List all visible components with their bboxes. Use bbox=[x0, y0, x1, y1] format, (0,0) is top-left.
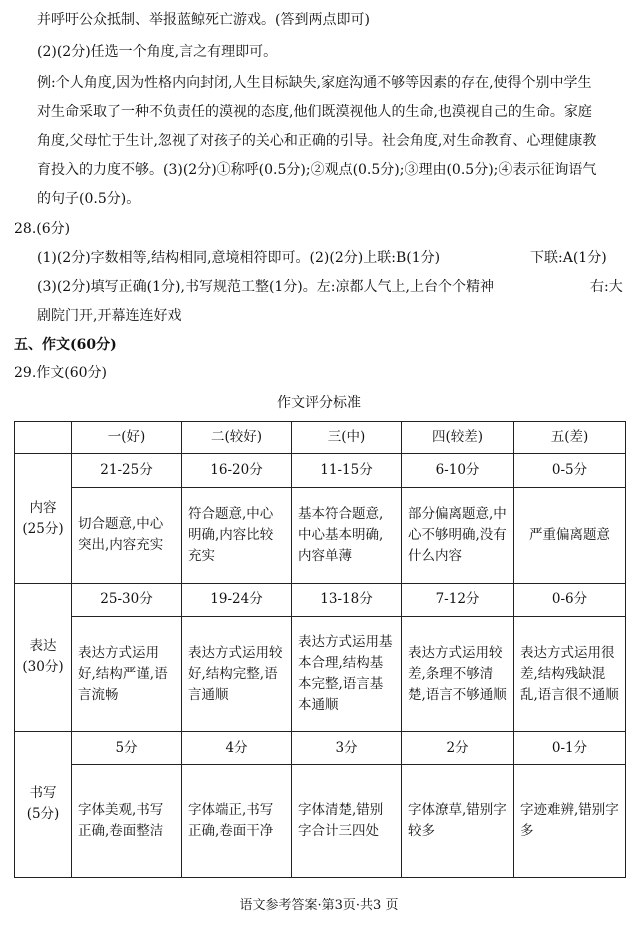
rubric-table bbox=[14, 421, 626, 878]
description-cell: 严重偏离题意 bbox=[514, 487, 626, 583]
description-cell: 表达方式运用基本合理,结构基本完整,语言基本通顺 bbox=[292, 617, 402, 732]
score-cell: 19-24分 bbox=[182, 583, 292, 616]
description-cell: 字体端正,书写正确,卷面干净 bbox=[182, 765, 292, 878]
grade-header: 三(中) bbox=[292, 422, 402, 454]
grade-header: 二(较好) bbox=[182, 422, 292, 454]
category-label: 表达 bbox=[29, 638, 57, 655]
text-line: 右:大 bbox=[590, 279, 623, 295]
score-cell: 25-30分 bbox=[72, 583, 182, 616]
description-cell: 字迹难辨,错别字多 bbox=[514, 765, 626, 878]
description-cell: 字体潦草,错别字较多 bbox=[402, 765, 514, 878]
score-cell: 0-6分 bbox=[514, 583, 626, 616]
category-cell bbox=[15, 583, 72, 731]
description-cell: 切合题意,中心突出,内容充实 bbox=[72, 487, 182, 583]
text-line: 对生命采取了一种不负责任的漠视的态度,他们既漠视他人的生命,也漠视自己的生命。家庭 bbox=[37, 104, 592, 120]
score-cell: 5分 bbox=[72, 731, 182, 764]
score-cell: 16-20分 bbox=[182, 454, 292, 487]
grade-header: 四(较差) bbox=[402, 422, 514, 454]
score-cell: 11-15分 bbox=[292, 454, 402, 487]
score-cell: 7-12分 bbox=[402, 583, 514, 616]
table-row bbox=[15, 454, 626, 487]
rubric-title: 作文评分标准 bbox=[277, 395, 361, 411]
question-number: 28.(6分) bbox=[14, 221, 71, 237]
text-line: (3)(2分)填写正确(1分),书写规范工整(1分)。左:凉都人气上,上台个个精神 bbox=[37, 279, 494, 295]
question-number: 29.作文(60分) bbox=[14, 365, 108, 381]
text-line: (1)(2分)字数相等,结构相同,意境相符即可。(2)(2分)上联:B(1分) bbox=[37, 250, 441, 266]
category-label: 内容 bbox=[29, 499, 57, 516]
description-cell: 字体美观,书写正确,卷面整洁 bbox=[72, 765, 182, 878]
category-points: (5分) bbox=[26, 806, 60, 823]
category-points: (30分) bbox=[22, 659, 64, 676]
table-row bbox=[15, 617, 626, 732]
score-cell: 2分 bbox=[402, 731, 514, 764]
score-cell: 6-10分 bbox=[402, 454, 514, 487]
score-cell: 4分 bbox=[182, 731, 292, 764]
category-cell bbox=[15, 454, 72, 583]
text-line: 育投入的力度不够。(3)(2分)①称呼(0.5分);②观点(0.5分);③理由(0.5分);④表示征询语气 bbox=[37, 162, 597, 178]
description-cell: 表达方式运用好,结构严谨,语言流畅 bbox=[72, 617, 182, 732]
score-cell: 21-25分 bbox=[72, 454, 182, 487]
text-line: 角度,父母忙于生计,忽视了对孩子的关心和正确的引导。社会角度,对生命教育、心理健康教 bbox=[37, 133, 597, 149]
score-cell: 3分 bbox=[292, 731, 402, 764]
category-points: (25分) bbox=[22, 520, 64, 537]
description-cell: 表达方式运用较差,条理不够清楚,语言不够通顺 bbox=[402, 617, 514, 732]
table-row bbox=[15, 765, 626, 878]
description-cell: 字体清楚,错别字合计三四处 bbox=[292, 765, 402, 878]
description-cell: 部分偏离题意,中心不够明确,没有什么内容 bbox=[402, 487, 514, 583]
corner-cell bbox=[15, 422, 72, 454]
text-line: (2)(2分)任选一个角度,言之有理即可。 bbox=[37, 44, 278, 60]
section-heading: 五、作文(60分) bbox=[14, 337, 117, 353]
table-row bbox=[15, 487, 626, 583]
text-line: 例:个人角度,因为性格内向封闭,人生目标缺失,家庭沟通不够等因素的存在,使得个别中学生 bbox=[37, 75, 592, 91]
table-header-row bbox=[15, 422, 626, 454]
table-row bbox=[15, 731, 626, 764]
text-line: 剧院门开,开幕连连好戏 bbox=[37, 308, 182, 324]
text-line: 的句子(0.5分)。 bbox=[37, 191, 141, 207]
description-cell: 基本符合题意,中心基本明确,内容单薄 bbox=[292, 487, 402, 583]
category-label: 书写 bbox=[29, 785, 57, 802]
score-cell: 0-5分 bbox=[514, 454, 626, 487]
description-cell: 表达方式运用很差,结构残缺混乱,语言很不通顺 bbox=[514, 617, 626, 732]
score-cell: 13-18分 bbox=[292, 583, 402, 616]
category-cell bbox=[15, 731, 72, 877]
text-line: 下联:A(1分) bbox=[530, 250, 607, 266]
description-cell: 表达方式运用较好,结构完整,语言通顺 bbox=[182, 617, 292, 732]
description-cell: 符合题意,中心明确,内容比较充实 bbox=[182, 487, 292, 583]
score-cell: 0-1分 bbox=[514, 731, 626, 764]
table-row bbox=[15, 583, 626, 616]
page-footer: 语文参考答案·第3页·共3 页 bbox=[239, 898, 399, 913]
grade-header: 一(好) bbox=[72, 422, 182, 454]
text-line: 并呼吁公众抵制、举报蓝鲸死亡游戏。(答到两点即可) bbox=[37, 12, 370, 28]
grade-header: 五(差) bbox=[514, 422, 626, 454]
